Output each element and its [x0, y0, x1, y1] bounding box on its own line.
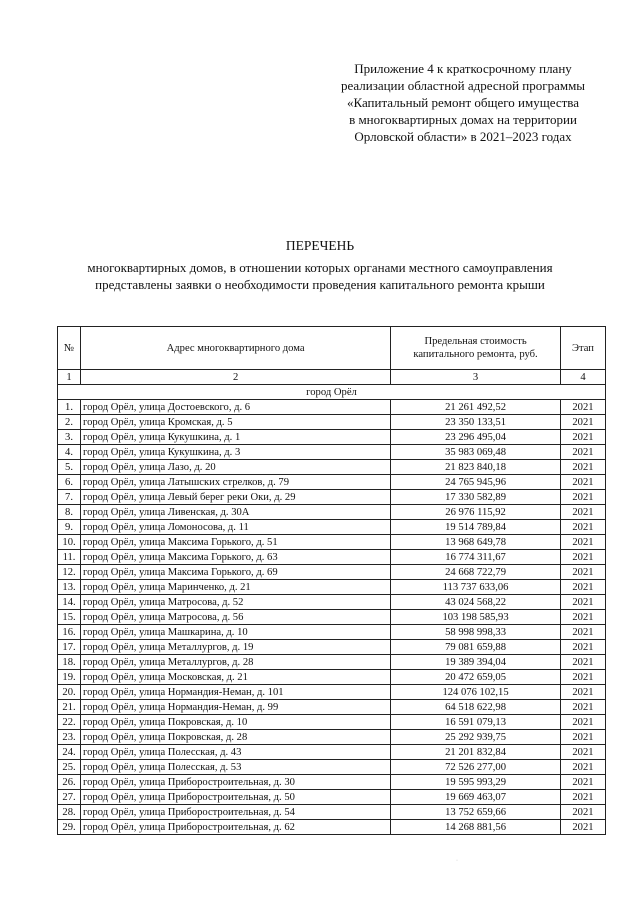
- row-stage: 2021: [560, 415, 605, 430]
- row-cost: 58 998 998,33: [391, 625, 561, 640]
- row-cost: 21 201 832,84: [391, 745, 561, 760]
- row-address: город Орёл, улица Покровская, д. 28: [81, 730, 391, 745]
- row-address: город Орёл, улица Кукушкина, д. 3: [81, 445, 391, 460]
- row-cost: 23 296 495,04: [391, 430, 561, 445]
- row-stage: 2021: [560, 505, 605, 520]
- row-cost: 21 261 492,52: [391, 400, 561, 415]
- row-stage: 2021: [560, 430, 605, 445]
- subtitle-line: представлены заявки о необходимости проведения капитального ремонта крыши: [95, 277, 545, 292]
- row-address: город Орёл, улица Латышских стрелков, д. 79: [81, 475, 391, 490]
- row-stage: 2021: [560, 550, 605, 565]
- row-cost: 23 350 133,51: [391, 415, 561, 430]
- row-stage: 2021: [560, 805, 605, 820]
- appendix-line: «Капитальный ремонт общего имущества: [346, 95, 580, 110]
- row-number: 5.: [58, 460, 81, 475]
- row-number: 9.: [58, 520, 81, 535]
- row-cost: 21 823 840,18: [391, 460, 561, 475]
- row-number: 24.: [58, 745, 81, 760]
- row-number: 8.: [58, 505, 81, 520]
- row-stage: 2021: [560, 745, 605, 760]
- table-row: [58, 790, 606, 805]
- group-title: город Орёл: [58, 385, 606, 400]
- row-cost: 19 389 394,04: [391, 655, 561, 670]
- row-stage: 2021: [560, 460, 605, 475]
- row-stage: 2021: [560, 535, 605, 550]
- row-address: город Орёл, улица Ливенская, д. 30А: [81, 505, 391, 520]
- table-row: [58, 685, 606, 700]
- row-address: город Орёл, улица Маринченко, д. 21: [81, 580, 391, 595]
- row-stage: 2021: [560, 400, 605, 415]
- row-cost: 13 752 659,66: [391, 805, 561, 820]
- document-title: ПЕРЕЧЕНЬ: [285, 238, 355, 253]
- table-row: [58, 730, 606, 745]
- table-row: [58, 640, 606, 655]
- column-number: 2: [81, 370, 391, 385]
- document-subtitle: [50, 259, 590, 293]
- row-number: 14.: [58, 595, 81, 610]
- row-stage: 2021: [560, 790, 605, 805]
- row-stage: 2021: [560, 715, 605, 730]
- row-address: город Орёл, улица Ломоносова, д. 11: [81, 520, 391, 535]
- row-cost: 19 514 789,84: [391, 520, 561, 535]
- appendix-line: реализации областной адресной программы: [340, 78, 586, 93]
- table-body: [58, 400, 606, 835]
- row-number: 16.: [58, 625, 81, 640]
- row-stage: 2021: [560, 580, 605, 595]
- row-number: 12.: [58, 565, 81, 580]
- table-row: [58, 460, 606, 475]
- row-address: город Орёл, улица Приборостроительная, д. 50: [81, 790, 391, 805]
- row-cost: 124 076 102,15: [391, 685, 561, 700]
- row-cost: 79 081 659,88: [391, 640, 561, 655]
- row-number: 25.: [58, 760, 81, 775]
- row-number: 29.: [58, 820, 81, 835]
- row-cost: 16 774 311,67: [391, 550, 561, 565]
- row-address: город Орёл, улица Приборостроительная, д. 54: [81, 805, 391, 820]
- table-row: [58, 550, 606, 565]
- table-row: [58, 610, 606, 625]
- table-row: [58, 670, 606, 685]
- row-cost: 13 968 649,78: [391, 535, 561, 550]
- row-cost: 24 765 945,96: [391, 475, 561, 490]
- row-stage: 2021: [560, 775, 605, 790]
- row-number: 21.: [58, 700, 81, 715]
- table-row: [58, 430, 606, 445]
- table-header-row: [58, 327, 606, 370]
- row-address: город Орёл, улица Кромская, д. 5: [81, 415, 391, 430]
- table-row: [58, 595, 606, 610]
- row-address: город Орёл, улица Достоевского, д. 6: [81, 400, 391, 415]
- row-number: 1.: [58, 400, 81, 415]
- table-row: [58, 400, 606, 415]
- row-number: 2.: [58, 415, 81, 430]
- table-row: [58, 415, 606, 430]
- row-cost: 16 591 079,13: [391, 715, 561, 730]
- row-cost: 103 198 585,93: [391, 610, 561, 625]
- row-address: город Орёл, улица Матросова, д. 52: [81, 595, 391, 610]
- table-row: [58, 535, 606, 550]
- row-cost: 35 983 069,48: [391, 445, 561, 460]
- row-address: город Орёл, улица Нормандия-Неман, д. 99: [81, 700, 391, 715]
- row-cost: 25 292 939,75: [391, 730, 561, 745]
- row-cost: 14 268 881,56: [391, 820, 561, 835]
- column-number: 1: [58, 370, 81, 385]
- row-address: город Орёл, улица Левый берег реки Оки, д. 29: [81, 490, 391, 505]
- table-row: [58, 805, 606, 820]
- header-cost: Предельная стоимость капитального ремонта, руб.: [391, 327, 561, 370]
- row-address: город Орёл, улица Металлургов, д. 19: [81, 640, 391, 655]
- row-stage: 2021: [560, 595, 605, 610]
- table-row: [58, 520, 606, 535]
- row-number: 3.: [58, 430, 81, 445]
- row-address: город Орёл, улица Металлургов, д. 28: [81, 655, 391, 670]
- table-row: [58, 625, 606, 640]
- row-stage: 2021: [560, 625, 605, 640]
- row-stage: 2021: [560, 670, 605, 685]
- row-number: 7.: [58, 490, 81, 505]
- column-number: 4: [560, 370, 605, 385]
- row-cost: 43 024 568,22: [391, 595, 561, 610]
- row-cost: 72 526 277,00: [391, 760, 561, 775]
- row-address: город Орёл, улица Полесская, д. 43: [81, 745, 391, 760]
- row-number: 19.: [58, 670, 81, 685]
- row-number: 11.: [58, 550, 81, 565]
- row-cost: 64 518 622,98: [391, 700, 561, 715]
- row-address: город Орёл, улица Приборостроительная, д. 62: [81, 820, 391, 835]
- row-number: 26.: [58, 775, 81, 790]
- row-number: 15.: [58, 610, 81, 625]
- table-row: [58, 505, 606, 520]
- row-address: город Орёл, улица Максима Горького, д. 63: [81, 550, 391, 565]
- table-row: [58, 565, 606, 580]
- row-cost: 19 669 463,07: [391, 790, 561, 805]
- row-address: город Орёл, улица Полесская, д. 53: [81, 760, 391, 775]
- row-number: 13.: [58, 580, 81, 595]
- row-stage: 2021: [560, 655, 605, 670]
- row-address: город Орёл, улица Машкарина, д. 10: [81, 625, 391, 640]
- header-address: Адрес многоквартирного дома: [81, 327, 391, 370]
- row-number: 23.: [58, 730, 81, 745]
- row-address: город Орёл, улица Нормандия-Неман, д. 101: [81, 685, 391, 700]
- table-row: [58, 715, 606, 730]
- table-row: [58, 820, 606, 835]
- table-row: [58, 775, 606, 790]
- row-stage: 2021: [560, 760, 605, 775]
- table-row: [58, 490, 606, 505]
- row-number: 17.: [58, 640, 81, 655]
- column-number: 3: [391, 370, 561, 385]
- subtitle-line: многоквартирных домов, в отношении которых органами местного самоуправления: [87, 260, 553, 275]
- row-number: 27.: [58, 790, 81, 805]
- row-address: город Орёл, улица Максима Горького, д. 51: [81, 535, 391, 550]
- row-number: 28.: [58, 805, 81, 820]
- row-address: город Орёл, улица Кукушкина, д. 1: [81, 430, 391, 445]
- row-stage: 2021: [560, 475, 605, 490]
- row-cost: 17 330 582,89: [391, 490, 561, 505]
- row-stage: 2021: [560, 820, 605, 835]
- document-heading: [50, 237, 590, 293]
- appendix-line: Орловской области» в 2021–2023 годах: [354, 129, 572, 144]
- houses-table: [57, 326, 606, 835]
- appendix-note: [330, 60, 596, 145]
- row-number: 18.: [58, 655, 81, 670]
- row-stage: 2021: [560, 565, 605, 580]
- row-stage: 2021: [560, 490, 605, 505]
- table-row: [58, 700, 606, 715]
- header-num: №: [58, 327, 81, 370]
- group-row: [58, 385, 606, 400]
- header-stage: Этап: [560, 327, 605, 370]
- table-row: [58, 655, 606, 670]
- table-row: [58, 580, 606, 595]
- row-address: город Орёл, улица Максима Горького, д. 69: [81, 565, 391, 580]
- row-address: город Орёл, улица Приборостроительная, д. 30: [81, 775, 391, 790]
- row-cost: 19 595 993,29: [391, 775, 561, 790]
- row-stage: 2021: [560, 610, 605, 625]
- row-cost: 113 737 633,06: [391, 580, 561, 595]
- row-stage: 2021: [560, 730, 605, 745]
- row-stage: 2021: [560, 445, 605, 460]
- appendix-line: в многоквартирных домах на территории: [349, 112, 577, 127]
- appendix-line: Приложение 4 к краткосрочному плану: [354, 61, 572, 76]
- column-number-row: [58, 370, 606, 385]
- row-number: 4.: [58, 445, 81, 460]
- row-stage: 2021: [560, 700, 605, 715]
- row-number: 20.: [58, 685, 81, 700]
- row-address: город Орёл, улица Покровская, д. 10: [81, 715, 391, 730]
- row-number: 22.: [58, 715, 81, 730]
- row-address: город Орёл, улица Московская, д. 21: [81, 670, 391, 685]
- table-row: [58, 445, 606, 460]
- table-row: [58, 475, 606, 490]
- table-row: [58, 760, 606, 775]
- row-number: 10.: [58, 535, 81, 550]
- row-cost: 26 976 115,92: [391, 505, 561, 520]
- row-stage: 2021: [560, 520, 605, 535]
- row-cost: 20 472 659,05: [391, 670, 561, 685]
- table-row: [58, 745, 606, 760]
- row-address: город Орёл, улица Матросова, д. 56: [81, 610, 391, 625]
- row-number: 6.: [58, 475, 81, 490]
- row-stage: 2021: [560, 685, 605, 700]
- row-cost: 24 668 722,79: [391, 565, 561, 580]
- row-address: город Орёл, улица Лазо, д. 20: [81, 460, 391, 475]
- row-stage: 2021: [560, 640, 605, 655]
- scan-speck: ·: [456, 858, 458, 864]
